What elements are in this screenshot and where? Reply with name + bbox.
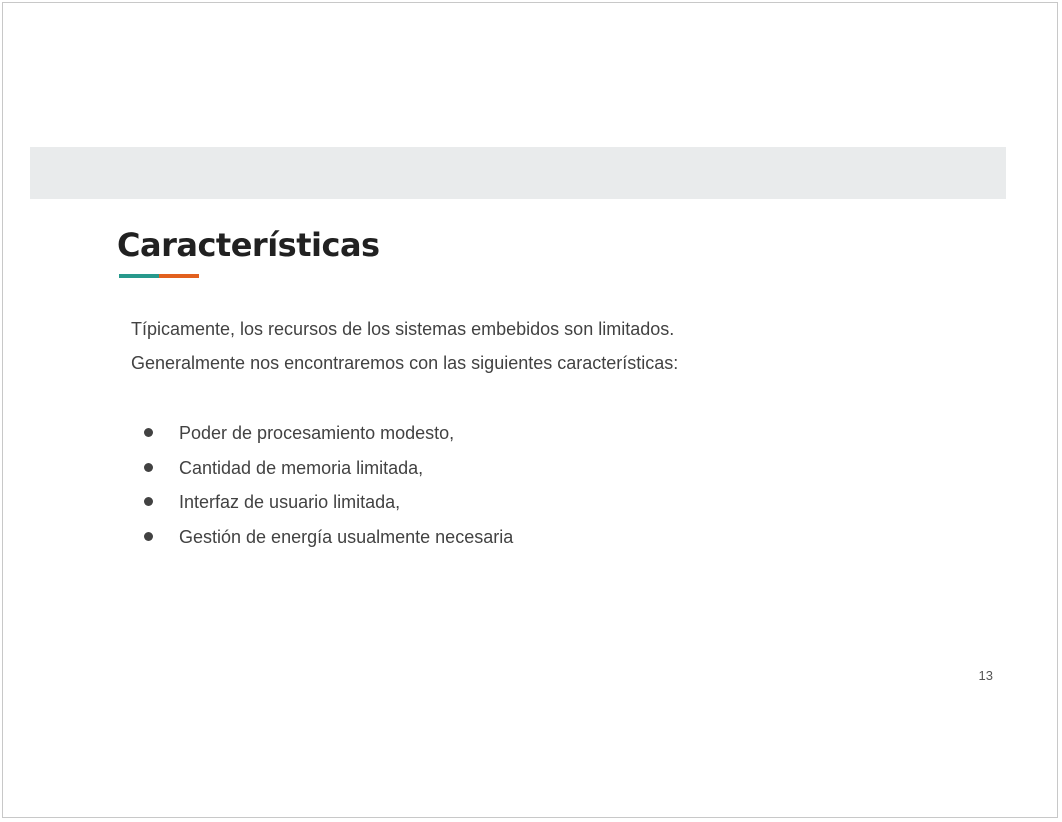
list-item	[3, 456, 703, 491]
bullet-icon	[144, 428, 153, 437]
intro-line-2: Generalmente nos encontraremos con las siguientes características:	[131, 353, 679, 373]
list-item-text: Cantidad de memoria limitada,	[179, 457, 424, 478]
title-accent-orange	[159, 274, 199, 278]
list-item-text: Interfaz de usuario limitada,	[179, 492, 401, 512]
bullet-icon	[144, 463, 153, 472]
list-item	[3, 421, 703, 456]
bullet-icon	[144, 497, 153, 506]
list-item-text: Gestión de energía usualmente necesaria	[179, 526, 514, 547]
slide	[2, 2, 1058, 818]
page-number: 13	[978, 668, 993, 683]
list-item	[3, 490, 703, 525]
list-item	[3, 525, 703, 560]
header-band	[30, 147, 1006, 199]
title-accent-teal	[119, 274, 159, 278]
slide-title: Características	[117, 226, 380, 264]
intro-line-1: Típicamente, los recursos de los sistemas embebidos son limitados.	[131, 319, 675, 339]
characteristics-list	[3, 421, 703, 559]
bullet-icon	[144, 532, 153, 541]
list-item-text: Poder de procesamiento modesto,	[179, 423, 455, 443]
